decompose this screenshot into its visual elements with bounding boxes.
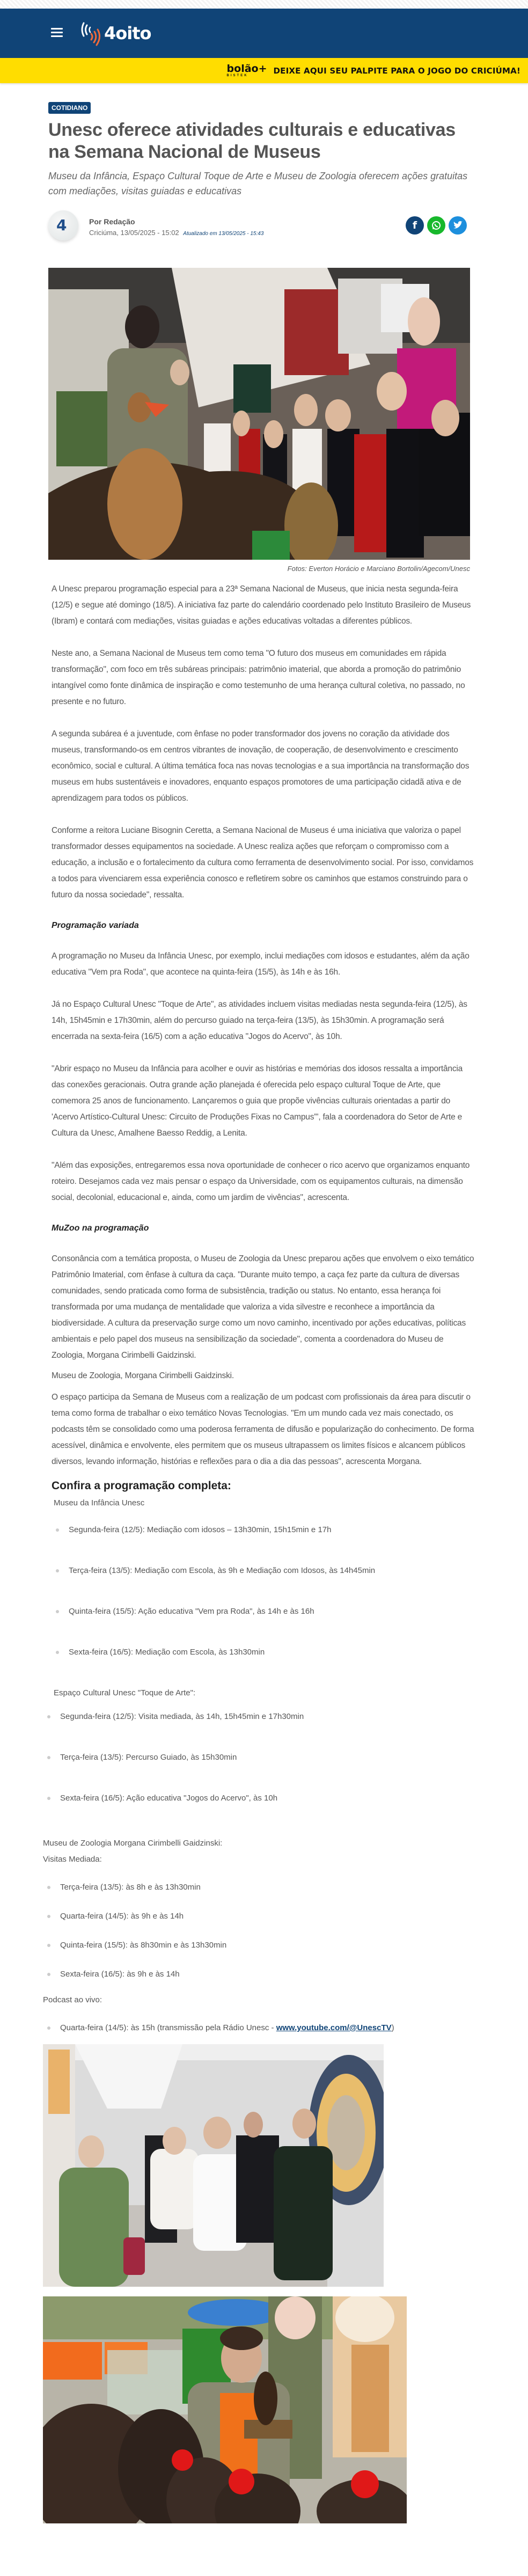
browser-top-strip [0, 0, 528, 9]
article-title: Unesc oferece atividades culturais e educativas na Semana Nacional de Museus [48, 120, 456, 162]
schedule-list [43, 2022, 475, 2035]
photo-caption: Fotos: Everton Horácio e Marciano Bortolin/Agecom/Unesc [287, 565, 470, 573]
updated-date: Atualizado em 13/05/2025 - 15:43 [183, 231, 264, 237]
article-container [43, 102, 474, 2523]
list-item: Terça-feira (13/5): às 8h e às 13h30min [43, 1881, 475, 1894]
article-photo-visit[interactable] [43, 2044, 384, 2287]
paragraph: Conforme a reitora Luciane Bisognin Ceretta, a Semana Nacional de Museus é uma iniciativa que valoriza o papel transformador desses equipamentos na sociedade. A Unesc realiza ações que reforçam o compromisso com a educação, a inclusão e o fortalecimento da cultura como ferramenta de desenvolvimento social. Por isso, convidamos a todos para vivenciarem essa experiência conosco e refletirem sobre os caminhos que estamos construindo para o futuro da nossa sociedade", ressalta. [52, 826, 474, 899]
publish-date: Criciúma, 13/05/2025 - 15:02 [89, 229, 179, 237]
promo-link[interactable] [227, 62, 520, 79]
schedule-place: Museu de Zoologia Morgana Cirimbelli Gaidzinski: [43, 1839, 223, 1848]
author-avatar: 4 [48, 210, 78, 240]
twitter-share-icon[interactable] [449, 216, 467, 235]
paragraph: "Além das exposições, entregaremos essa nova oportunidade de conhecer o rico acervo que organizamos enquanto roteiro. Desejamos cada vez mais pensar o espaço da Universidade, com os equipamentos culturais, na dimensão social, decolonial, educacional e, ainda, como um jardim de vivências", acrescenta. [52, 1161, 470, 1202]
logo-text: 4oito [104, 23, 151, 43]
paragraph: "Abrir espaço no Museu da Infância para acolher e ouvir as histórias e memórias dos idosos ressalta a importância das conexões geracionais. Outra grande ação planejada é oferecida pelo espaço cultural Toque de Arte, que comemora 25 anos de funcionamento. Lançaremos o guia que propõe vivências culturais orientadas a partir do 'Acervo Artístico-Cultural Unesc: Circuito de Produções Fixas no Campus'", fala a coordenadora do Setor de Arte e Cultura da Unesc, Amalhene Baesso Reddig, a Lenita. [52, 1064, 463, 1138]
schedule-list [52, 1524, 475, 1659]
paragraph: Museu de Zoologia, Morgana Cirimbelli Gaidzinski. [52, 1371, 234, 1380]
list-item: Segunda-feira (12/5): Mediação com idosos – 13h30min, 15h15min e 17h [52, 1524, 475, 1536]
site-header [0, 9, 528, 58]
schedule-list [43, 1710, 475, 1805]
article-subtitle: Museu da Infância, Espaço Cultural Toque de Arte e Museu de Zoologia oferecem ações gratuitas com mediações, visitas guiadas e educativas [48, 171, 468, 196]
paragraph: Neste ano, a Semana Nacional de Museus tem como tema "O futuro dos museus em comunidades em rápida transformação", com foco em três subáreas principais: patrimônio imaterial, que aborda a promoção do patrimônio intangível como fonte dinâmica de inspiração e como testemunho de uma herança cultural coletiva, no passado, no presente e no futuro. [52, 649, 465, 706]
list-item: Terça-feira (13/5): Percurso Guiado, às 15h30min [43, 1751, 475, 1764]
schedule-place: Museu da Infância Unesc [54, 1498, 145, 1507]
article-header [48, 102, 472, 199]
article-photo-zoology[interactable] [43, 2296, 407, 2523]
list-item: Quarta-feira (14/5): às 15h (transmissão pela Rádio Unesc - www.youtube.com/@UnescTV) [43, 2022, 475, 2035]
site-logo[interactable] [79, 18, 151, 48]
schedule-label: Podcast ao vivo: [43, 1995, 102, 2004]
paragraph: Consonância com a temática proposta, o Museu de Zoologia da Unesc preparou ações que envolvem o eixo temático Patrimônio Imaterial, com ênfase à cultura da caça. "Durante muito tempo, a caça fez parte da cultura de diversas comunidades, sendo praticada como forma de subsistência, tradição ou status. No entanto, essa herança foi transformada por uma mudança de mentalidade que valoriza a vida silvestre e reconhece a importância da biodiversidade. A cultura da preservação surge como um novo caminho, incentivado por ações educativas, políticas ambientais e pelo papel dos museus na sensibilização da sociedade", comenta a coordenadora do Museu de Zoologia, Morgana Cirimbelli Gaidzinski. [52, 1254, 474, 1360]
article-main-photo[interactable] [48, 268, 470, 560]
facebook-share-icon[interactable]: f [406, 216, 424, 235]
radio-waves-icon [79, 20, 101, 47]
category-badge[interactable]: COTIDIANO [48, 102, 91, 114]
article-body [43, 581, 475, 2035]
paragraph: Já no Espaço Cultural Unesc "Toque de Arte", as atividades incluem visitas mediadas nesta segunda-feira (12/5), às 14h, 15h45min e 17h30min, além do percurso guiado na terça-feira (13/5), às 15h30min. A programação será encerrada na sexta-feira (16/5) com a ação educativa "Jogos do Acervo", às 10h. [52, 1000, 467, 1041]
promo-text: DEIXE AQUI SEU PALPITE PARA O JOGO DO CRICIÚMA! [273, 66, 520, 76]
list-item: Segunda-feira (12/5): Visita mediada, às 14h, 15h45min e 17h30min [43, 1710, 475, 1723]
list-item: Quinta-feira (15/5): Ação educativa "Vem pra Roda", às 14h e às 16h [52, 1605, 475, 1618]
list-item: Quarta-feira (14/5): às 9h e às 14h [43, 1910, 475, 1923]
paragraph: A Unesc preparou programação especial para a 23ª Semana Nacional de Museus, que inicia nesta segunda-feira (12/5) e segue até domingo (18/5). A iniciativa faz parte do calendário coordenado pelo Instituto Brasileiro de Museus (Ibram) e contará com mediações, visitas guiadas e ações educativas voltadas a diferentes públicos. [52, 584, 471, 626]
list-item: Sexta-feira (16/5): Ação educativa "Jogos do Acervo", às 10h [43, 1792, 475, 1805]
dateline [89, 228, 263, 239]
schedule-list [43, 1881, 475, 1981]
section-heading: MuZoo na programação [52, 1224, 149, 1233]
list-item: Sexta-feira (16/5): Mediação com Escola, às 13h30min [52, 1646, 475, 1659]
list-item: Sexta-feira (16/5): às 9h e às 14h [43, 1968, 475, 1981]
schedule-label: Visitas Mediada: [43, 1855, 102, 1864]
paragraph: A segunda subárea é a juventude, com ênfase no poder transformador dos jovens no coração da atividade dos museus, transformando-os em centros vibrantes de inovação, de cooperação, de desenvolvimento e crescimento econômico, social e cultural. A última temática foca nas novas tecnologias e a sua importância na transformação dos museus em hubs sustentáveis e inovadores, enquanto espaços promotores de uma participação cidadã ativa e de aprendizagem para todos os públicos. [52, 729, 470, 803]
promo-banner [0, 58, 528, 83]
schedule-heading: Confira a programação completa: [52, 1480, 231, 1492]
paragraph: O espaço participa da Semana de Museus com a realização de um podcast com profissionais da área para discutir o tema como forma de trabalhar o eixo temático Novas Tecnologias. "Em um mundo cada vez mais conectado, os podcasts têm se consolidado como uma poderosa ferramenta de difusão e popularização do conhecimento. De forma acessível, dinâmica e envolvente, eles permitem que os museus ultrapassem os limites físicos e alcancem públicos diversos, levando informação, histórias e reflexões para o dia a dia das pessoas", acrescenta Morgana. [52, 1393, 474, 1466]
author-name: Por Redação [89, 217, 135, 226]
list-item: Quinta-feira (15/5): às 8h30min e às 13h30min [43, 1939, 475, 1952]
share-buttons [406, 216, 467, 235]
hamburger-icon[interactable] [51, 28, 63, 39]
youtube-link[interactable]: www.youtube.com/@UnescTV [276, 2023, 392, 2032]
schedule-place: Espaço Cultural Unesc "Toque de Arte": [54, 1688, 196, 1697]
bolao-logo: bolão+ BISTEK [226, 63, 267, 77]
byline [48, 210, 472, 245]
section-heading: Programação variada [52, 921, 139, 930]
paragraph: A programação no Museu da Infância Unesc, por exemplo, inclui mediações com idosos e estudantes, além da ação educativa "Vem pra Roda", que acontece na quinta-feira (15/5), às 14h e às 16h. [52, 952, 470, 977]
list-item: Terça-feira (13/5): Mediação com Escola, às 9h e Mediação com Idosos, às 14h45min [52, 1564, 475, 1577]
whatsapp-share-icon[interactable] [427, 216, 445, 235]
